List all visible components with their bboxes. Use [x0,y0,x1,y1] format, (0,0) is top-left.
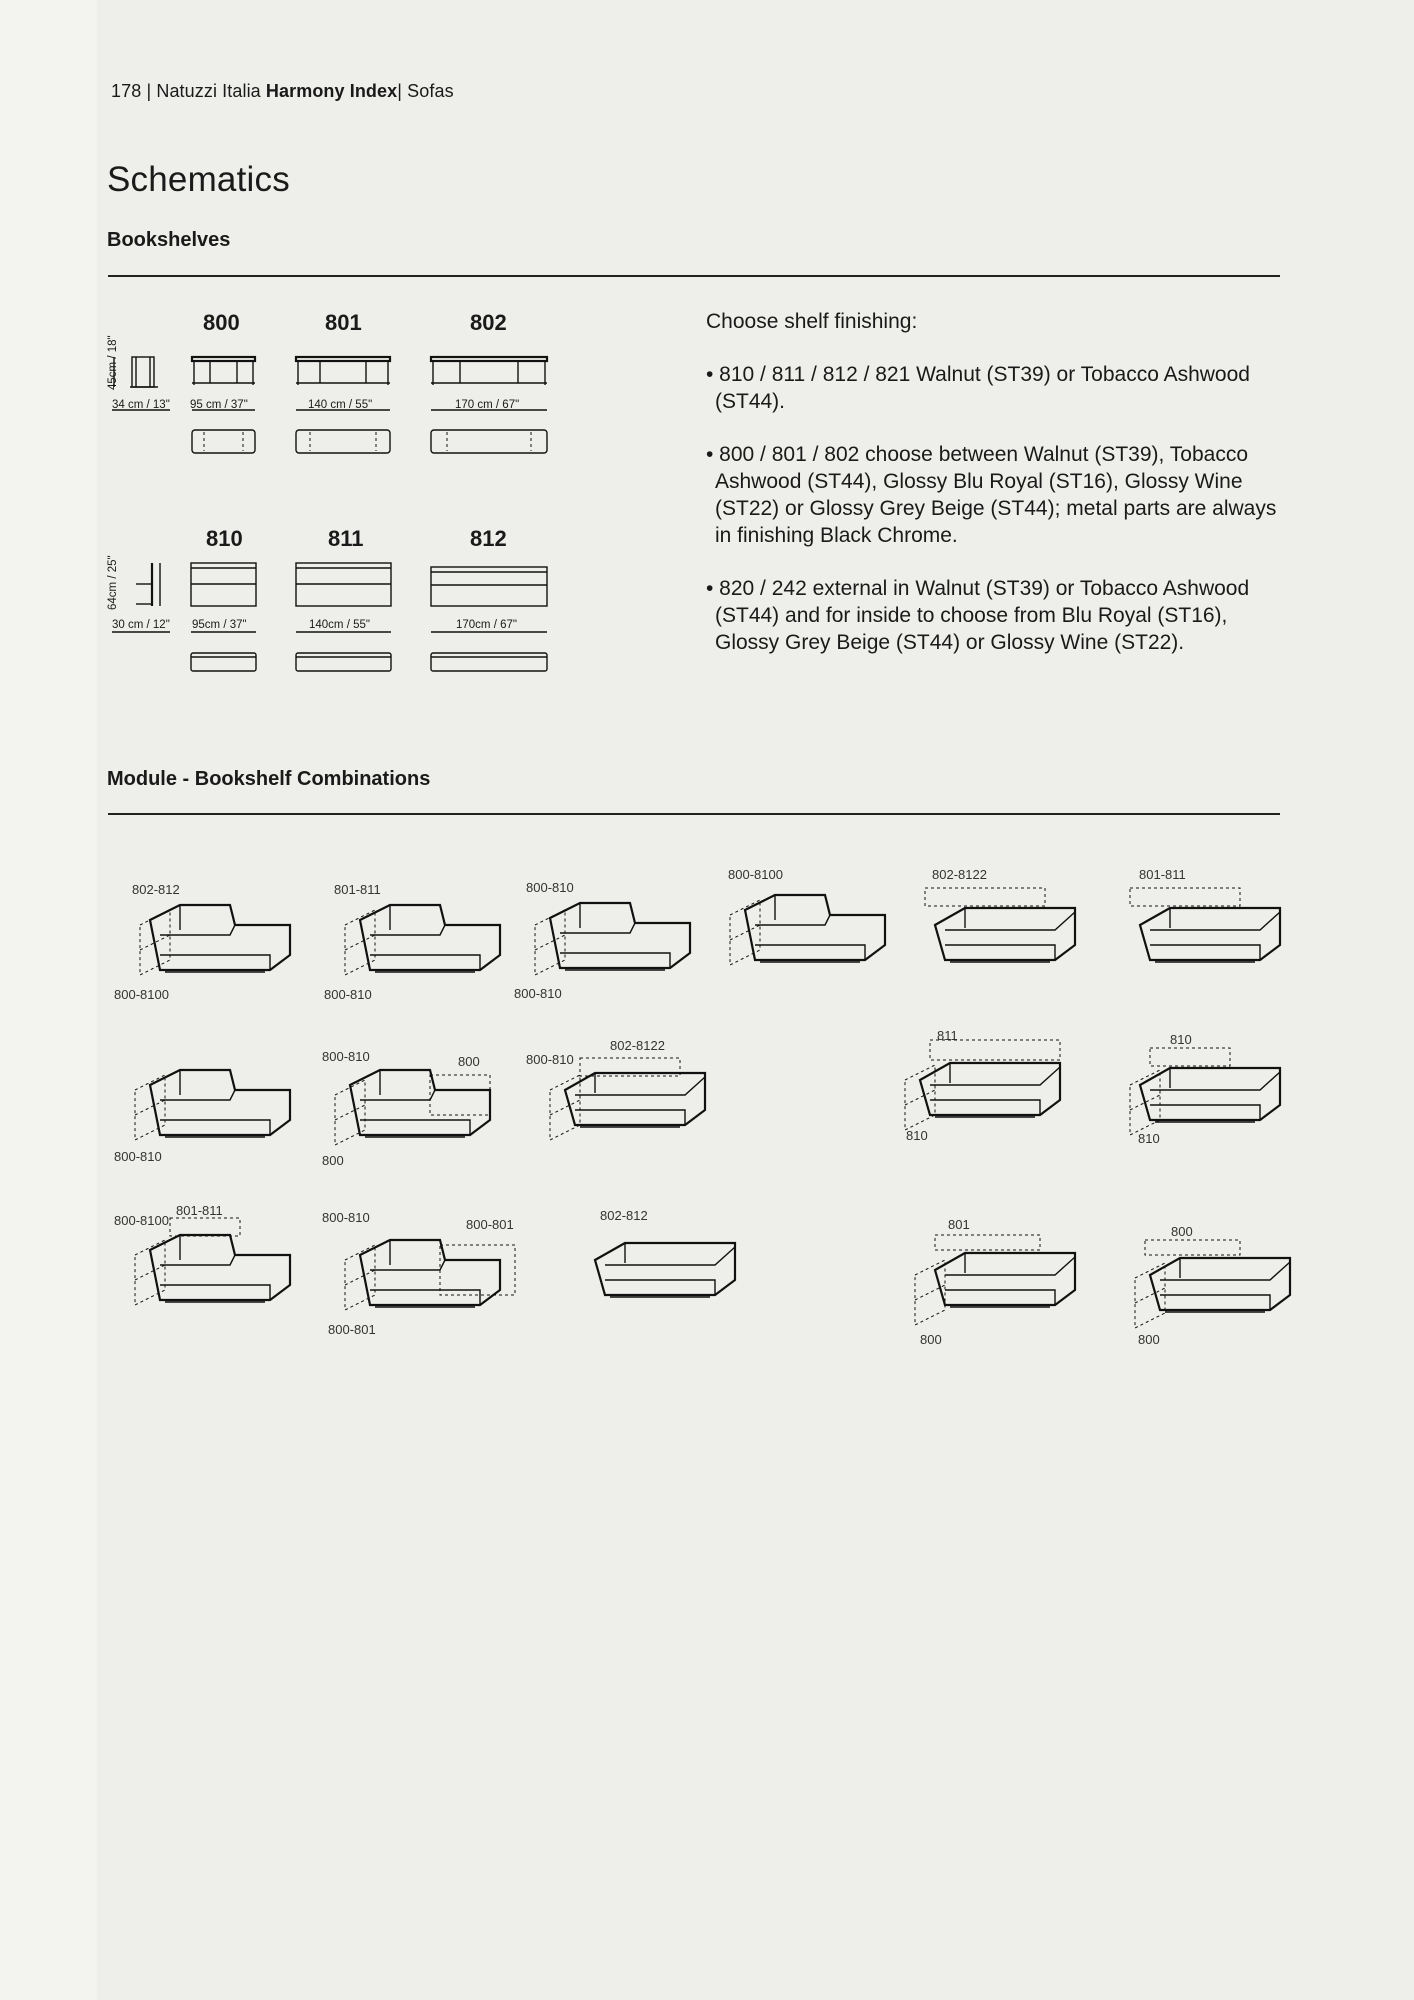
side-depth-dim: 30 cm / 12" [112,619,170,631]
section-name: Sofas [407,81,454,101]
finishing-bullet: • 820 / 242 external in Walnut (ST39) or Tobacco Ashwood (ST44) and for inside to choose from Blu Royal (ST16), Glossy Grey Beige (ST44) or Glossy Wine (ST22). [706,577,1250,654]
combo-label: 802-812 [600,1208,648,1223]
width-dim: 140cm / 55" [309,619,370,631]
combo-label: 800 [920,1332,942,1347]
side-height-dim: 45cm / 18" [107,335,119,390]
combo-label: 802-812 [132,882,180,897]
finishing-bullet: • 810 / 811 / 812 / 821 Walnut (ST39) or Tobacco Ashwood (ST44). [706,363,1250,413]
combo-label: 801 [948,1217,970,1232]
combo-label: 800 [458,1054,480,1069]
combo-label: 800-810 [324,987,372,1002]
combo-label: 800 [322,1153,344,1168]
side-height-dim: 64cm / 25" [107,555,119,610]
shelf-code: 802 [470,310,507,335]
shelf-code: 801 [325,310,362,335]
combo-label: 800-801 [328,1322,376,1337]
width-dim: 170 cm / 67" [455,399,520,411]
combo-label: 802-8122 [932,867,987,882]
brand-name: Natuzzi Italia [156,81,261,101]
finishing-bullet: • 800 / 801 / 802 choose between Walnut (ST39), Tobacco Ashwood (ST44), Glossy Blu Royal (ST16), Glossy Wine (ST22) or Glossy Grey Beige (ST44); metal parts are always in finishing Black Chrome. [706,443,1277,547]
combo-label: 800-810 [514,986,562,1001]
combo-label: 800-8100 [114,987,169,1002]
combo-label: 800-810 [114,1149,162,1164]
combo-label: 801-811 [334,882,381,897]
combo-label: 800 [1171,1224,1193,1239]
shelf-code: 811 [328,526,364,551]
combo-label: 810 [1170,1032,1192,1047]
shelf-code: 812 [470,526,507,551]
header-separator: | [146,81,152,101]
finishing-intro: Choose shelf finishing: [706,310,918,333]
width-dim: 140 cm / 55" [308,399,373,411]
page-title: Schematics [107,160,290,199]
bookshelves-heading: Bookshelves [107,229,231,251]
combo-label: 800-8100 [728,867,783,882]
shelf-code: 810 [206,526,243,551]
index-name: Harmony Index [265,81,398,101]
combo-label: 802-8122 [610,1038,665,1053]
side-depth-dim: 34 cm / 13" [112,399,170,411]
combo-label: 810 [906,1128,928,1143]
combo-label: 800-8100 [114,1213,169,1228]
header-separator: | [397,81,403,101]
combo-label: 810 [1138,1131,1160,1146]
combo-label: 801-811 [1139,867,1186,882]
page-number: 178 [111,81,142,101]
combo-label: 800-810 [526,1052,574,1067]
combo-label: 800-810 [322,1210,370,1225]
combo-label: 800-810 [322,1049,370,1064]
combo-label: 801-811 [176,1203,223,1218]
combo-label: 811 [937,1028,958,1043]
combo-label: 800 [1138,1332,1160,1347]
combo-label: 800-801 [466,1217,514,1232]
width-dim: 170cm / 67" [456,619,517,631]
shelf-code: 800 [203,310,240,335]
width-dim: 95cm / 37" [192,619,247,631]
combinations-heading: Module - Bookshelf Combinations [107,768,431,790]
width-dim: 95 cm / 37" [190,399,248,411]
combo-label: 800-810 [526,880,574,895]
